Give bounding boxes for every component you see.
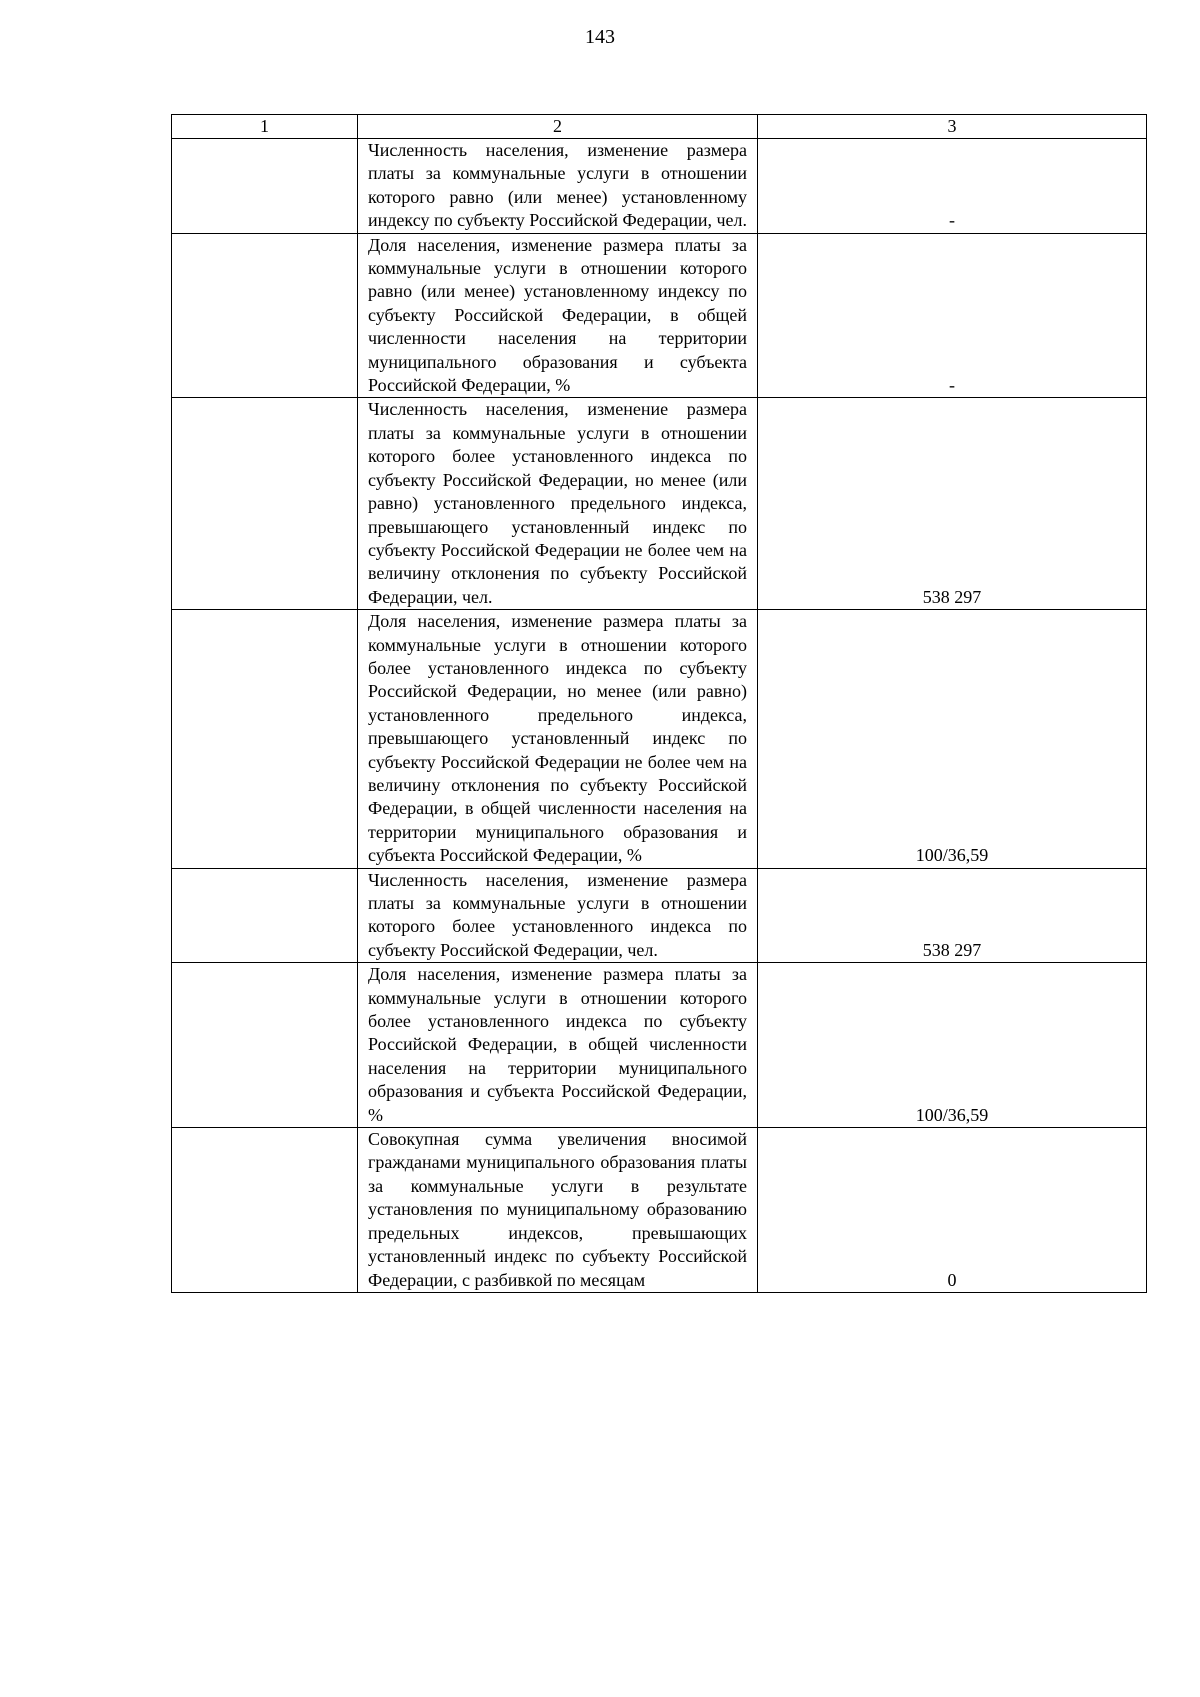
table-row	[172, 398, 1147, 610]
table-header-row	[172, 115, 1147, 139]
indicator-value: -	[758, 233, 1147, 398]
indicator-value: 538 297	[758, 868, 1147, 963]
row-number-cell	[172, 139, 358, 234]
row-number-cell	[172, 610, 358, 868]
indicator-description: Численность населения, изменение размера платы за коммунальные услуги в отношении которого более установленного индекса по субъекту Российской Федерации, но менее (или равно) установленного предельного индекса, превышающего установленный индекс по субъекту Российской Федерации не более чем на величину отклонения по субъекту Российской Федерации, чел.	[358, 398, 758, 610]
column-header-1: 1	[172, 115, 358, 139]
table-row	[172, 139, 1147, 234]
indicator-description: Доля населения, изменение размера платы за коммунальные услуги в отношении которого равно (или менее) установленному индексу по субъекту Российской Федерации, в общей численности населения на территории муниципального образования и субъекта Российской Федерации, %	[358, 233, 758, 398]
row-number-cell	[172, 868, 358, 963]
indicator-value: 538 297	[758, 398, 1147, 610]
indicator-value: 100/36,59	[758, 610, 1147, 868]
table-row	[172, 233, 1147, 398]
table-row	[172, 868, 1147, 963]
indicator-description: Доля населения, изменение размера платы за коммунальные услуги в отношении которого более установленного индекса по субъекту Российской Федерации, в общей численности населения на территории муниципального образования и субъекта Российской Федерации, %	[358, 963, 758, 1128]
indicator-value: 0	[758, 1128, 1147, 1293]
indicator-description: Численность населения, изменение размера платы за коммунальные услуги в отношении которого равно (или менее) установленному индексу по субъекту Российской Федерации, чел.	[358, 139, 758, 234]
indicator-value: -	[758, 139, 1147, 234]
row-number-cell	[172, 398, 358, 610]
indicator-table	[171, 114, 1147, 1293]
table-row	[172, 1128, 1147, 1293]
table-row	[172, 610, 1147, 868]
indicator-description: Совокупная сумма увеличения вносимой гражданами муниципального образования платы за коммунальные услуги в результате установления по муниципальному образованию предельных индексов, превышающих установленный индекс по субъекту Российской Федерации, с разбивкой по месяцам	[358, 1128, 758, 1293]
indicator-description: Численность населения, изменение размера платы за коммунальные услуги в отношении которого более установленного индекса по субъекту Российской Федерации, чел.	[358, 868, 758, 963]
indicator-description: Доля населения, изменение размера платы за коммунальные услуги в отношении которого более установленного индекса по субъекту Российской Федерации, но менее (или равно) установленного предельного индекса, превышающего установленный индекс по субъекту Российской Федерации не более чем на величину отклонения по субъекту Российской Федерации, в общей численности населения на территории муниципального образования и субъекта Российской Федерации, %	[358, 610, 758, 868]
table-row	[172, 963, 1147, 1128]
indicator-value: 100/36,59	[758, 963, 1147, 1128]
row-number-cell	[172, 233, 358, 398]
column-header-3: 3	[758, 115, 1147, 139]
page-number: 143	[585, 26, 615, 48]
row-number-cell	[172, 1128, 358, 1293]
row-number-cell	[172, 963, 358, 1128]
column-header-2: 2	[358, 115, 758, 139]
